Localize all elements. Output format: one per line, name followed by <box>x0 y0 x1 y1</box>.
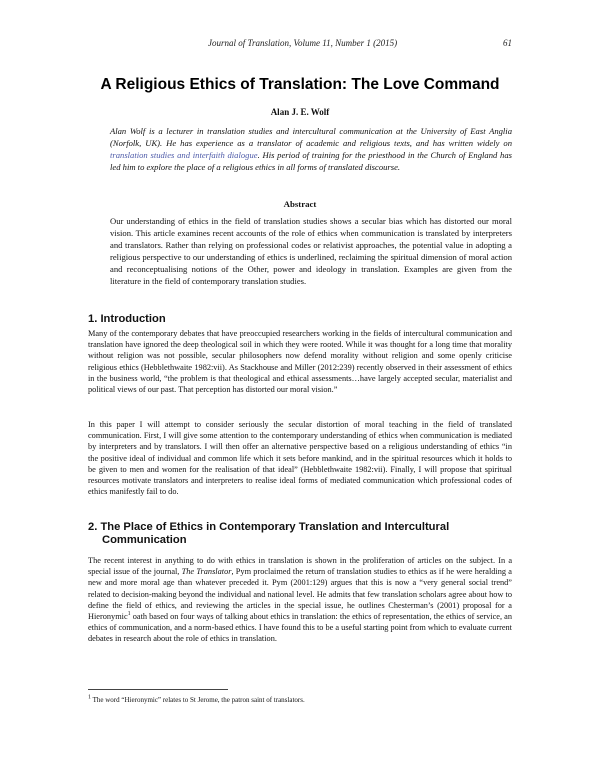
section-heading-ethics <box>88 521 512 547</box>
article-title: A Religious Ethics of Translation: The Love Command <box>100 76 500 93</box>
section-heading-line-1: 2. The Place of Ethics in Contemporary Translation and Intercultural <box>88 521 450 533</box>
abstract-heading: Abstract <box>283 199 317 209</box>
footnote-reference[interactable]: 1 <box>127 611 131 618</box>
bio-text-start: Alan Wolf is a lecturer in translation studies and intercultural communication at the University of East Anglia (Norfolk, UK). He has experience as a translator of academic and religious texts, and has written widely on <box>110 126 512 149</box>
ethics-text-a: The recent interest in anything to do with ethics in translation is shown in the proliferation of articles on the subject. In a special issue of the journal, <box>88 556 512 577</box>
section-heading-line-2: Communication <box>102 534 187 546</box>
ethics-paragraph-1 <box>88 555 512 645</box>
ethics-text-c: oath based on four ways of talking about ethics in translation: the ethics of representation, the ethics of service, an ethics of communication, and a norm-based ethics. I have found this to be a useful starting point from which to evaluate current debates in research about the role of ethics in translation. <box>88 612 512 644</box>
bio-link[interactable]: translation studies and interfaith dialogue <box>110 150 258 161</box>
abstract-text: Our understanding of ethics in the field of translation studies shows a secular bias which has distorted our moral vision. This article examines recent accounts of the role of ethics when communication is translated by interpreters and translators. Rather than relying on professional codes or relativist approaches, the potential value in adopting a religious perspective to our understanding of ethics is underlined, reclaiming the spiritual dimension of moral action and reconceptualising notions of the Other, power and ideology in translation. Examples are given from the literature in the field of contemporary translation studies. <box>110 216 512 287</box>
footnote-mark: 1 <box>88 694 91 701</box>
footnote-divider <box>88 689 228 690</box>
footnote <box>88 696 512 705</box>
ethics-text-b: , Pym proclaimed the return of translation studies to ethics as if he were heralding a new and more moral age than whatever preceded it. Pym (2001:129) argues that this is now a “very general social trend” related to decision-making beyond the individual and national level. He admits that few translation scholars agree about how to define the field of ethics, and reviewing the articles in the special issue, he outlines Chesterman’s (2001) proposal for a Hieronymic <box>88 567 512 622</box>
intro-paragraph-2: In this paper I will attempt to consider seriously the secular distortion of moral teaching in the field of translated communication. First, I will give some attention to the contemporary understanding of ethics when communication is mediated by interpreters and by translators. I will then offer an alternative perspective based on a religious understanding of ethics “in the positive ideal of individual and common life which it sets before mankind, and in the spiritual resources which it holds to be given to men and women for the realisation of that ideal” (Hebblethwaite 1982:vii). Finally, I will propose that spiritual resources motivate translators and interpreters to realise ideal forms of mediated communication which professional codes of ethics manifestly fail to do. <box>88 420 512 497</box>
author-bio <box>110 125 512 173</box>
section-heading-introduction: 1. Introduction <box>88 313 166 325</box>
intro-paragraph-1: Many of the contemporary debates that have preoccupied researchers working in the fields of intercultural communication and translation have ignored the deep theological soil in which they were rooted. While it was thought for a long time that morality without religion was not possible, secular philosophers now defend morality without religion and some openly criticise religious ethics (Hebblethwaite 1982:vii). As Stackhouse and Miller (2012:239) recently observed in their assessment of ethics in the business world, “the problem is that theological and ethical assessments…have largely accepted secular, materialist and political views of our past. That perception has distorted our moral vision.” <box>88 329 512 395</box>
bio-text-end: . His period of training for the priesthood in the Church of England has led him to explore the place of a religious ethics in all forms of translated discourse. <box>110 150 512 173</box>
journal-citation: Journal of Translation, Volume 11, Number 1 (2015) <box>208 38 398 48</box>
footnote-text: The word “Hieronymic” relates to St Jerome, the patron saint of translators. <box>91 696 305 704</box>
journal-name: The Translator <box>181 567 232 577</box>
page-number: 61 <box>503 38 512 48</box>
article-author: Alan J. E. Wolf <box>270 107 330 117</box>
